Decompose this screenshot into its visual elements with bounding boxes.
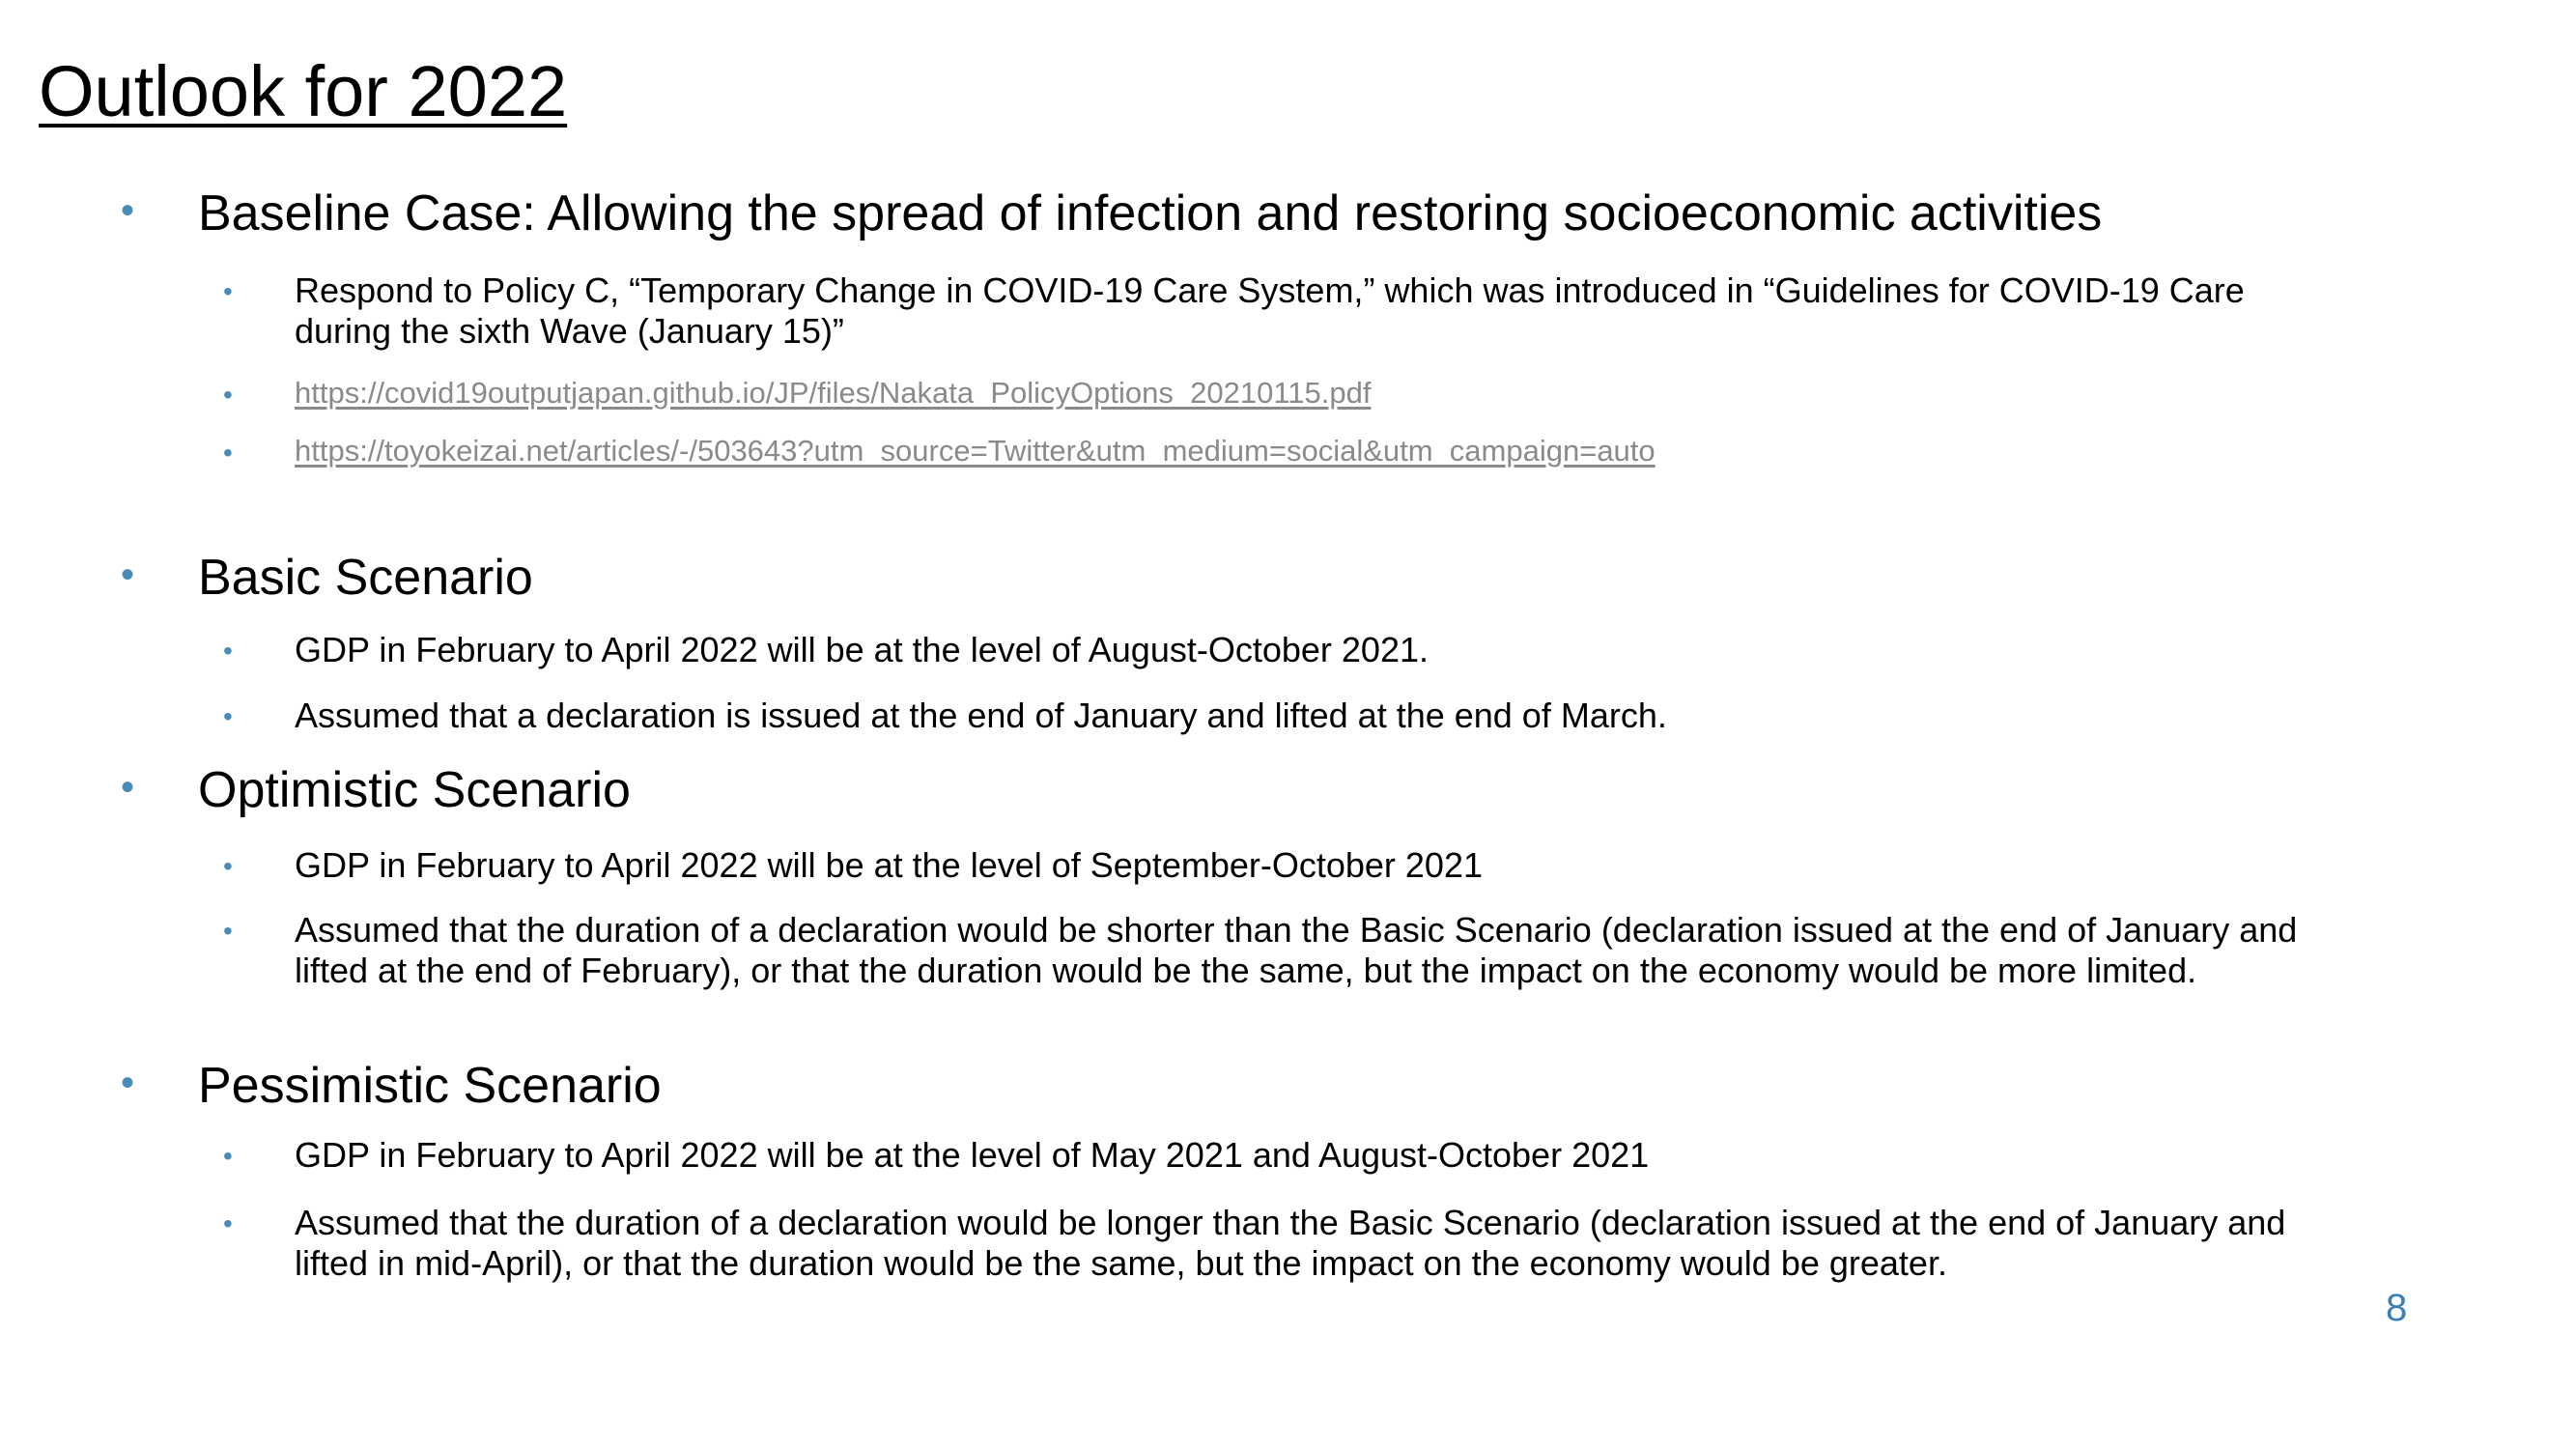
link-toyokeizai[interactable]: https://toyokeizai.net/articles/-/503643?utm_source=Twitter&utm_medium=social&utm_campaign=auto: [295, 434, 1656, 468]
bullet-icon: •: [121, 189, 135, 232]
bullet-icon: •: [223, 438, 233, 468]
section-heading-text: Optimistic Scenario: [198, 762, 631, 818]
link-covid19output[interactable]: https://covid19outputjapan.github.io/JP/files/Nakata_PolicyOptions_20210115.pdf: [295, 376, 1372, 410]
section-heading-text: Pessimistic Scenario: [198, 1058, 662, 1114]
list-item-link-toyokeizai[interactable]: [223, 432, 1656, 470]
list-item-optimistic-declaration: [223, 910, 2323, 991]
list-item-text: Assumed that the duration of a declaration would be longer than the Basic Scenario (declaration issued at the end of January and lifted in mid-April), or that the duration would be the same, but the impact on the economy would be greater.: [295, 1203, 2286, 1283]
bullet-icon: •: [121, 1062, 135, 1104]
bullet-icon: •: [223, 636, 233, 666]
section-heading-text: Baseline Case: Allowing the spread of infection and restoring socioeconomic activities: [198, 185, 2103, 242]
list-item-optimistic-gdp: [223, 845, 2323, 886]
list-item-pessimistic-gdp: [223, 1135, 2323, 1176]
section-heading-baseline: [121, 184, 2103, 243]
bullet-icon: •: [121, 766, 135, 809]
slide-title: Outlook for 2022: [39, 51, 568, 131]
section-heading-optimistic: [121, 760, 631, 820]
bullet-icon: •: [223, 851, 233, 881]
list-item-link-covid19output[interactable]: [223, 374, 1372, 412]
list-item-basic-declaration: [223, 696, 2323, 736]
list-item-pessimistic-declaration: [223, 1203, 2323, 1284]
list-item-text: GDP in February to April 2022 will be at the level of September-October 2021: [295, 845, 1483, 885]
list-item-basic-gdp: [223, 630, 2323, 670]
bullet-icon: •: [223, 276, 233, 306]
list-item-text: Assumed that a declaration is issued at the end of January and lifted at the end of March.: [295, 696, 1667, 735]
bullet-icon: •: [121, 554, 135, 596]
list-item-text: GDP in February to April 2022 will be at the level of August-October 2021.: [295, 630, 1429, 669]
bullet-icon: •: [223, 701, 233, 731]
section-heading-basic: [121, 548, 533, 608]
page-number: 8: [2386, 1287, 2408, 1329]
bullet-icon: •: [223, 1141, 233, 1171]
list-item-text: Respond to Policy C, “Temporary Change in COVID-19 Care System,” which was introduced in “Guidelines for COVID-19 Care during the sixth Wave (January 15)”: [295, 270, 2245, 351]
section-heading-text: Basic Scenario: [198, 550, 533, 606]
list-item-text: Assumed that the duration of a declaration would be shorter than the Basic Scenario (declaration issued at the end of January and lifted at the end of February), or that the duration would be the same, but the impact on the economy would be more limited.: [295, 910, 2298, 990]
section-heading-pessimistic: [121, 1056, 662, 1116]
bullet-icon: •: [223, 380, 233, 410]
list-item-policy-c: [223, 270, 2323, 352]
bullet-icon: •: [223, 1208, 233, 1238]
list-item-text: GDP in February to April 2022 will be at the level of May 2021 and August-October 2021: [295, 1135, 1650, 1175]
bullet-icon: •: [223, 916, 233, 946]
